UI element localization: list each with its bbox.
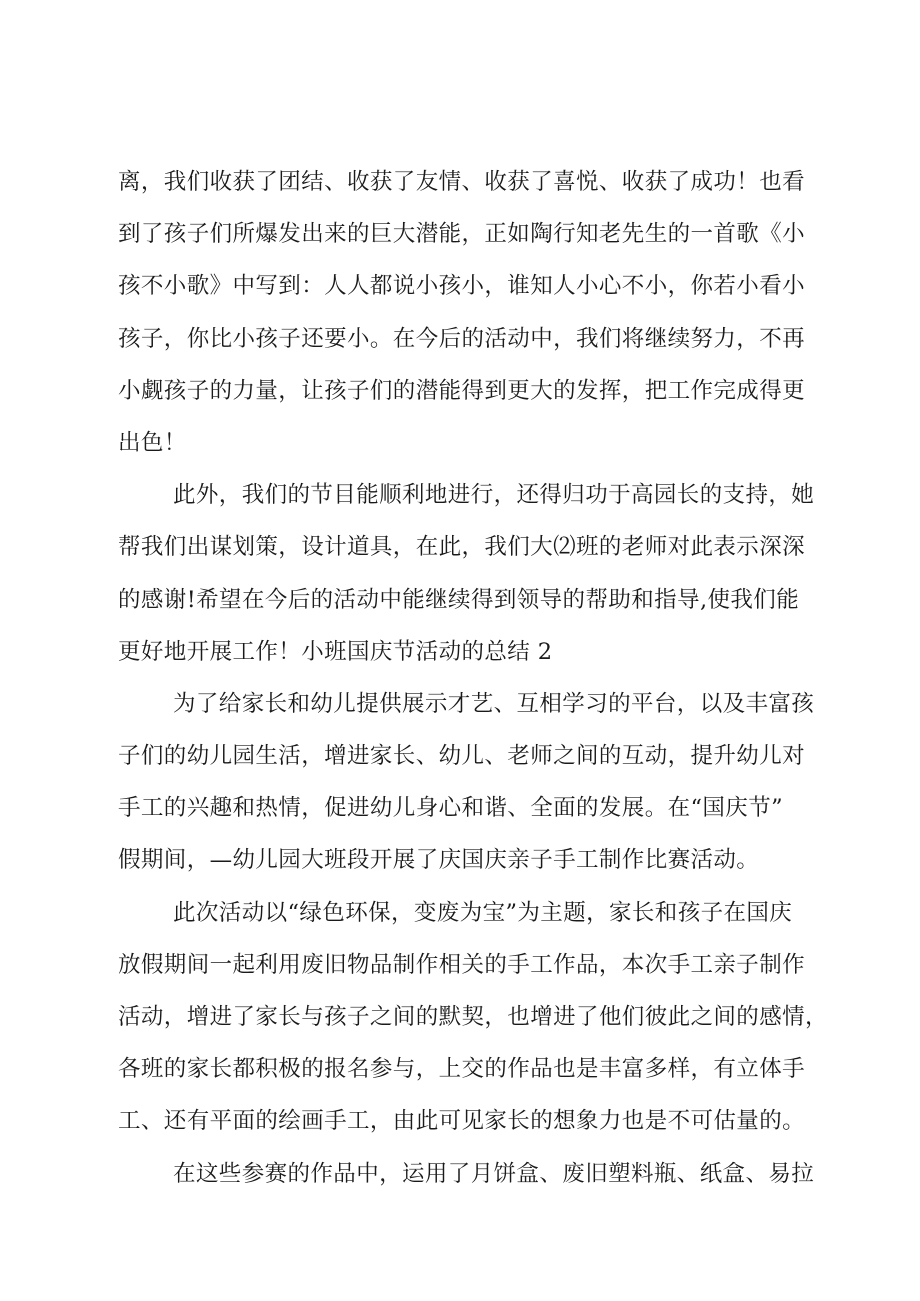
text-line: 活动，增进了家长与孩子之间的默契，也增进了他们彼此之间的感情， (118, 1004, 828, 1030)
paragraph-first-line: 此次活动以“绿色环保，变废为宝”为主题，家长和孩子在国庆 (173, 899, 793, 926)
text-line: 离，我们收获了团结、收获了友情、收获了喜悦、收获了成功！也看 (118, 169, 806, 195)
paragraph-first-line: 为了给家长和幼儿提供展示才艺、互相学习的平台，以及丰富孩 (173, 690, 815, 717)
text-line: 假期间，—幼儿园大班段开展了庆国庆亲子手工制作比赛活动。 (118, 847, 760, 874)
text-line: 孩不小歌》中写到：人人都说小孩小，谁知人小心不小，你若小看小 (118, 273, 806, 300)
text-line: 放假期间一起利用废旧物品制作相关的手工作品，本次手工亲子制作 (118, 951, 806, 978)
text-line: 孩子，你比小孩子还要小。在今后的活动中，我们将继续努力，不再 (118, 325, 806, 352)
text-line: 的感谢!希望在今后的活动中能继续得到领导的帮助和指导,使我们能 (118, 586, 800, 613)
text-line: 各班的家长都积极的报名参与，上交的作品也是丰富多样，有立体手 (118, 1056, 806, 1083)
text-line: 工、还有平面的绘画手工，由此可见家长的想象力也是不可估量的。 (118, 1108, 806, 1135)
text-line: 出色！ (118, 429, 187, 456)
paragraph-first-line: 此外，我们的节目能顺利地进行，还得归功于高园长的支持，她 (173, 482, 815, 509)
paragraph-first-line: 在这些参赛的作品中，运用了月饼盒、废旧塑料瓶、纸盒、易拉 (173, 1160, 815, 1187)
text-line: 到了孩子们所爆发出来的巨大潜能，正如陶行知老先生的一首歌《小 (118, 221, 806, 248)
text-line: 小觑孩子的力量，让孩子们的潜能得到更大的发挥，把工作完成得更 (118, 377, 806, 404)
text-line: 手工的兴趣和热情，促进幼儿身心和谐、全面的发展。在“国庆节” (118, 795, 784, 822)
text-line: 帮我们出谋划策，设计道具，在此，我们大⑵班的老师对此表示深深 (118, 534, 806, 561)
body-text (118, 156, 826, 1200)
text-line: 子们的幼儿园生活，增进家长、幼儿、老师之间的互动，提升幼儿对 (118, 743, 806, 770)
text-line: 更好地开展工作！小班国庆节活动的总结 2 (118, 638, 553, 665)
